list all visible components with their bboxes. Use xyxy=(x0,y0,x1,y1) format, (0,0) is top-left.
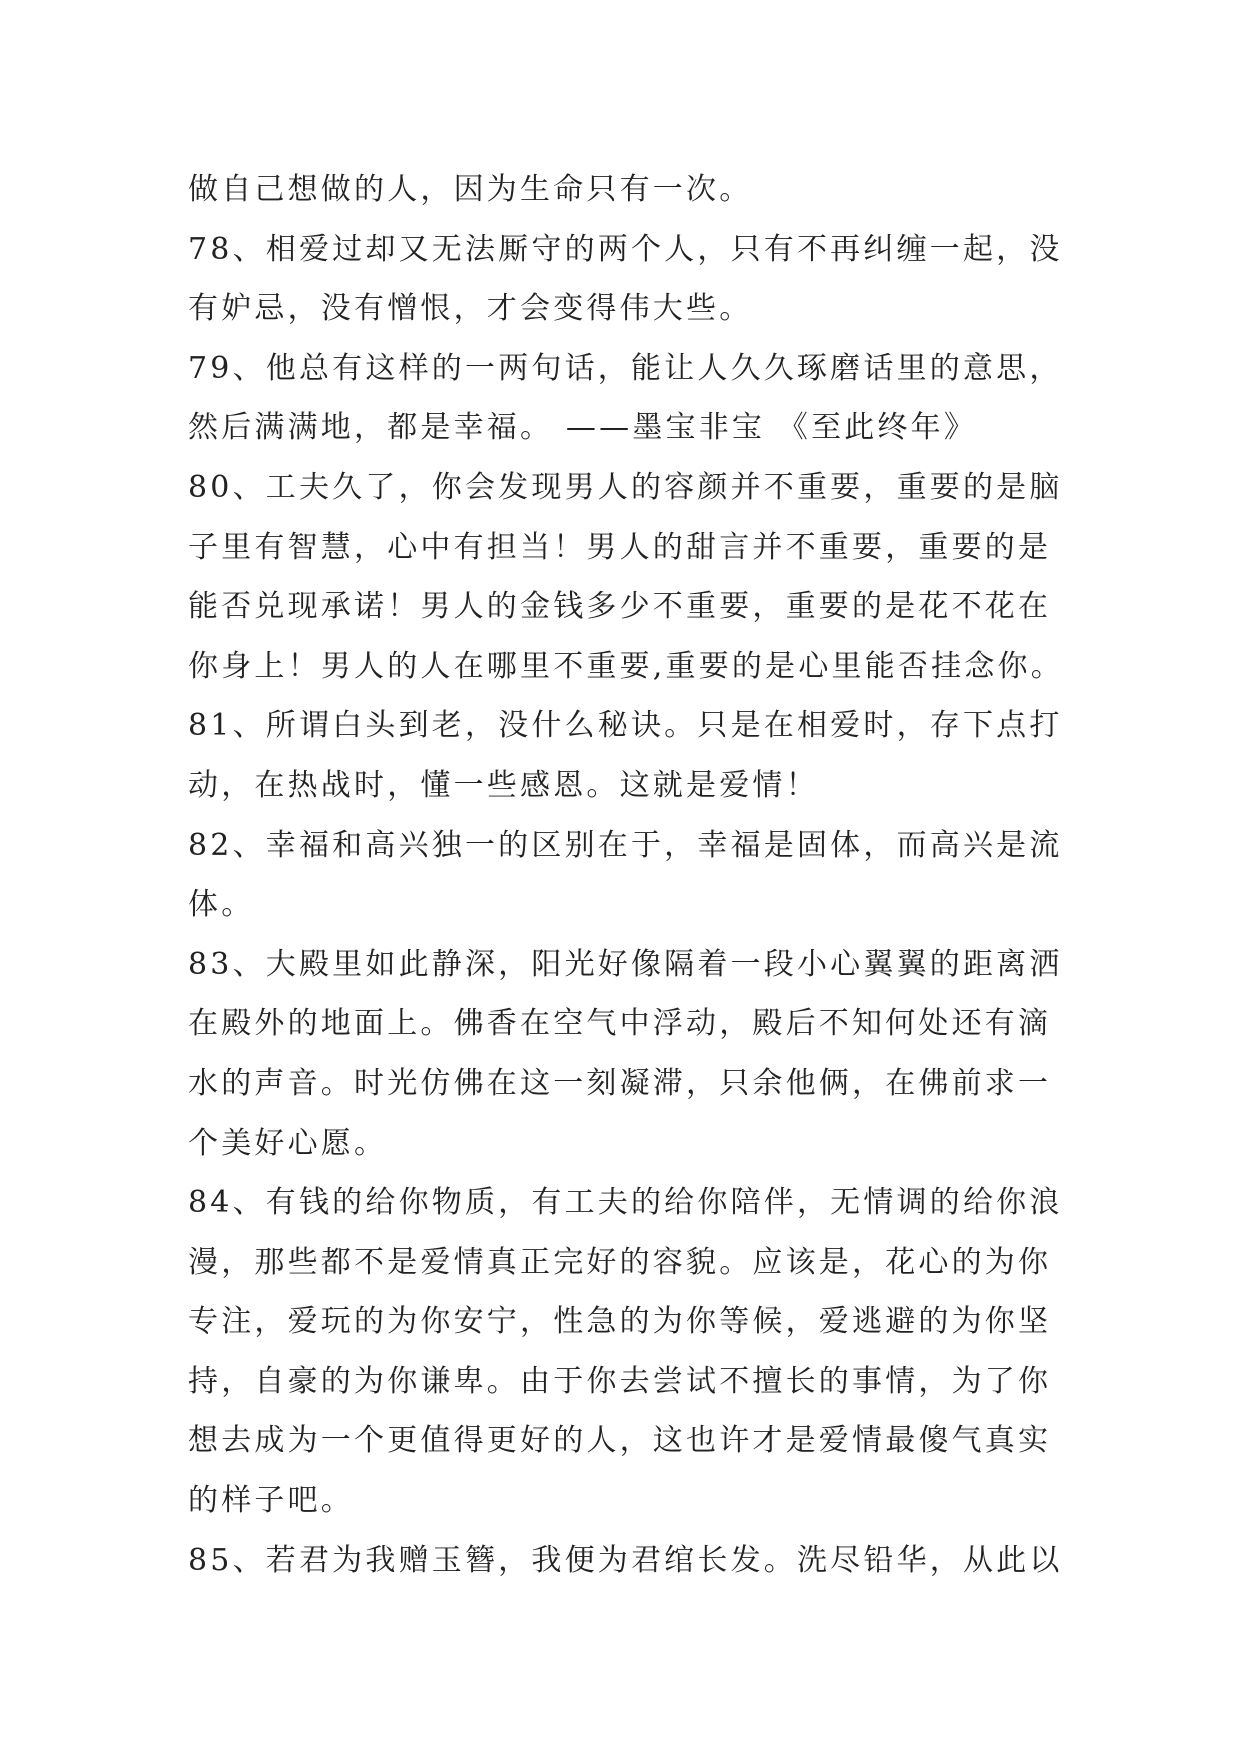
text-line: 78、相爱过却又无法厮守的两个人，只有不再纠缠一起，没 xyxy=(188,231,1063,267)
text-line: 体。 xyxy=(188,887,255,923)
text-line: 想去成为一个更值得更好的人，这也许才是爱情最傻气真实 xyxy=(188,1423,1052,1459)
text-line: 持，自豪的为你谦卑。由于你去尝试不擅长的事情，为了你 xyxy=(188,1363,1052,1399)
text-line: 动，在热战时，懂一些感恩。这就是爱情！ xyxy=(188,767,819,803)
text-line: 81、所谓白头到老，没什么秘诀。只是在相爱时，存下点打 xyxy=(188,708,1063,744)
text-line: 84、有钱的给你物质，有工夫的给你陪伴，无情调的给你浪 xyxy=(188,1185,1063,1221)
text-line: 80、工夫久了，你会发现男人的容颜并不重要，重要的是脑 xyxy=(188,469,1063,505)
text-line: 子里有智慧，心中有担当！男人的甜言并不重要，重要的是 xyxy=(188,529,1052,565)
text-line: 79、他总有这样的一两句话，能让人久久琢磨话里的意思， xyxy=(188,350,1063,386)
text-line: 85、若君为我赠玉簪，我便为君绾长发。洗尽铅华，从此以 xyxy=(188,1542,1063,1578)
text-line: 漫，那些都不是爱情真正完好的容貌。应该是，花心的为你 xyxy=(188,1244,1052,1280)
text-line: 能否兑现承诺！男人的金钱多少不重要，重要的是花不花在 xyxy=(188,589,1052,625)
body-text xyxy=(188,160,1068,1590)
text-line: 水的声音。时光仿佛在这一刻凝滞，只余他俩，在佛前求一 xyxy=(188,1065,1052,1101)
text-line: 你身上！男人的人在哪里不重要,重要的是心里能否挂念你。 xyxy=(188,648,1064,684)
text-line: 有妒忌，没有憎恨，才会变得伟大些。 xyxy=(188,291,753,327)
text-line: 做自己想做的人，因为生命只有一次。 xyxy=(188,172,753,207)
text-line: 的样子吧。 xyxy=(188,1483,354,1519)
text-line: 然后满满地，都是幸福。 ——墨宝非宝 《至此终年》 xyxy=(188,410,978,446)
text-line: 在殿外的地面上。佛香在空气中浮动，殿后不知何处还有滴 xyxy=(188,1006,1052,1042)
text-line: 专注，爱玩的为你安宁，性急的为你等候，爱逃避的为你坚 xyxy=(188,1304,1052,1340)
text-line: 83、大殿里如此静深，阳光好像隔着一段小心翼翼的距离洒 xyxy=(188,946,1063,982)
text-line: 个美好心愿。 xyxy=(188,1125,388,1161)
text-line: 82、幸福和高兴独一的区别在于，幸福是固体，而高兴是流 xyxy=(188,827,1063,863)
